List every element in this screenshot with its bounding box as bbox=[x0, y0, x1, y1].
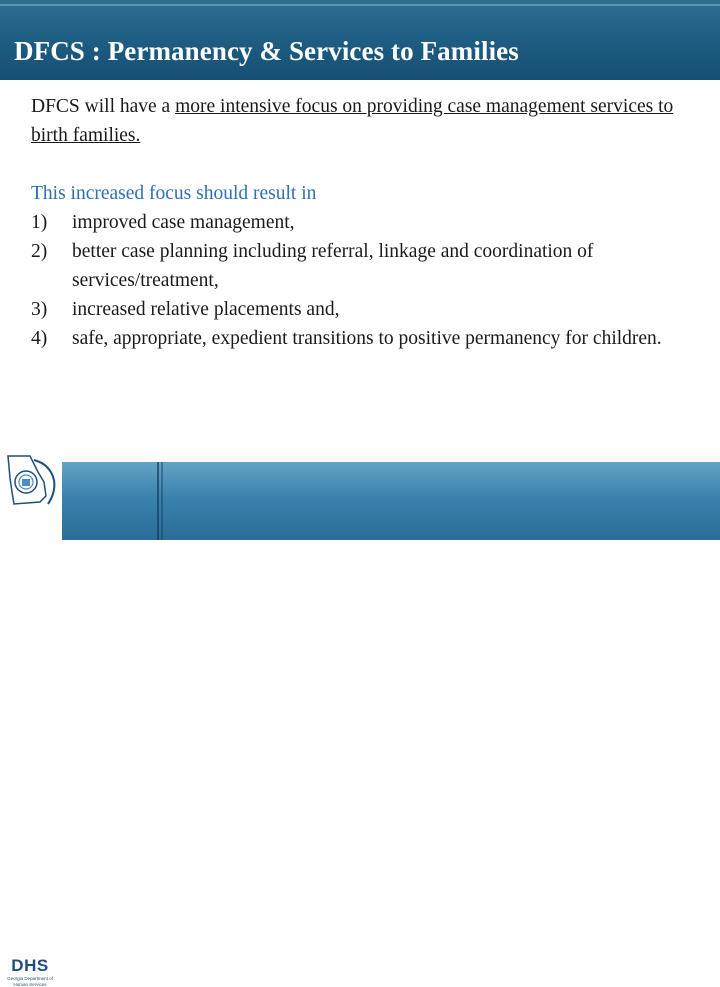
list-number: 2) bbox=[31, 241, 48, 262]
list-text: safe, appropriate, expedient transitions to positive permanency for children. bbox=[72, 328, 662, 349]
list-item bbox=[31, 295, 701, 324]
list-text: improved case management, bbox=[72, 212, 295, 233]
list-text: increased relative placements and, bbox=[72, 299, 340, 320]
list-item bbox=[31, 237, 701, 295]
list-intro: This increased focus should result in bbox=[31, 183, 317, 204]
list-item bbox=[31, 324, 701, 353]
georgia-map-icon bbox=[0, 452, 62, 512]
list-number: 1) bbox=[31, 212, 48, 233]
dhs-logo bbox=[0, 452, 62, 987]
logo-subtitle: Georgia Department of Human Services bbox=[7, 976, 53, 987]
band-divider bbox=[157, 462, 159, 540]
list-text: better case planning including referral, linkage and coordination of services/treatment, bbox=[72, 241, 594, 291]
list-item bbox=[31, 208, 701, 237]
logo-text: DHS bbox=[11, 956, 49, 975]
paragraph-lead: DFCS will have a bbox=[31, 96, 176, 117]
paragraph-underlined: more intensive focus on providing case management services to birth families. bbox=[31, 96, 674, 146]
band-divider bbox=[161, 462, 163, 540]
slide-title: DFCS : Permanency & Services to Families bbox=[14, 36, 519, 66]
list-number: 3) bbox=[31, 299, 48, 320]
list-number: 4) bbox=[31, 328, 48, 349]
main-paragraph bbox=[31, 92, 701, 150]
slide-body bbox=[31, 92, 701, 353]
outcomes-list bbox=[31, 208, 701, 353]
title-bar bbox=[0, 0, 720, 80]
